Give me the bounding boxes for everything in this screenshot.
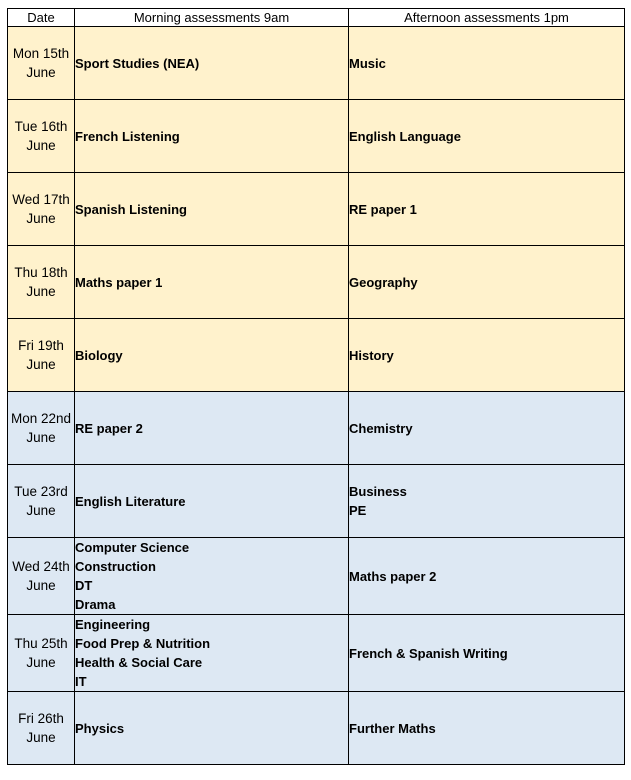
afternoon-cell: [349, 692, 625, 765]
date-cell: [8, 100, 75, 173]
morning-cell: [75, 692, 349, 765]
date-cell: [8, 465, 75, 538]
table-row: [8, 100, 625, 173]
table-row: [8, 27, 625, 100]
subject: Business: [349, 484, 407, 499]
afternoon-cell: [349, 27, 625, 100]
header-morning: Morning assessments 9am: [75, 9, 349, 27]
subject: Geography: [349, 274, 418, 290]
afternoon-cell: [349, 246, 625, 319]
morning-cell: [75, 392, 349, 465]
morning-cell: [75, 100, 349, 173]
month-label: June: [26, 284, 56, 299]
subject: English Literature: [75, 493, 186, 509]
afternoon-cell: [349, 538, 625, 615]
afternoon-cell: [349, 100, 625, 173]
day-label: Tue 23rd: [14, 484, 68, 499]
morning-cell: [75, 615, 349, 692]
date-cell: [8, 615, 75, 692]
subject: DT: [75, 578, 93, 593]
day-label: Fri 19th: [18, 338, 64, 353]
date-cell: [8, 538, 75, 615]
day-label: Thu 25th: [14, 636, 68, 651]
subject: RE paper 1: [349, 201, 417, 217]
subject: Computer Science: [75, 540, 190, 555]
morning-cell: [75, 319, 349, 392]
day-label: Wed 17th: [12, 192, 70, 207]
table-row: [8, 319, 625, 392]
subject: Spanish Listening: [75, 201, 187, 217]
date-cell: [8, 173, 75, 246]
date-cell: [8, 246, 75, 319]
date-cell: [8, 692, 75, 765]
subject: Maths paper 2: [349, 568, 437, 584]
month-label: June: [26, 578, 56, 593]
day-label: Tue 16th: [14, 119, 68, 134]
morning-cell: [75, 173, 349, 246]
day-label: Mon 15th: [12, 46, 70, 61]
date-cell: [8, 392, 75, 465]
subject: Chemistry: [349, 420, 413, 436]
subject: Drama: [75, 597, 116, 612]
subject: Physics: [75, 720, 125, 736]
subject: French Listening: [75, 128, 180, 144]
table-row: [8, 392, 625, 465]
morning-cell: [75, 27, 349, 100]
month-label: June: [26, 655, 56, 670]
morning-cell: [75, 246, 349, 319]
subject: Sport Studies (NEA): [75, 55, 200, 71]
subject: Maths paper 1: [75, 274, 163, 290]
afternoon-cell: [349, 465, 625, 538]
day-label: Mon 22nd: [10, 411, 72, 426]
subject: History: [349, 347, 394, 363]
day-label: Wed 24th: [12, 559, 70, 574]
date-cell: [8, 27, 75, 100]
month-label: June: [26, 503, 56, 518]
subject: Biology: [75, 347, 123, 363]
afternoon-cell: [349, 615, 625, 692]
morning-cell: [75, 465, 349, 538]
table-row: [8, 692, 625, 765]
month-label: June: [26, 138, 56, 153]
subject: Construction: [75, 559, 156, 574]
subject: French & Spanish Writing: [349, 645, 508, 661]
day-label: Fri 26th: [18, 711, 64, 726]
table-row: [8, 465, 625, 538]
morning-cell: [75, 538, 349, 615]
day-label: Thu 18th: [14, 265, 68, 280]
subject: IT: [75, 674, 87, 689]
subject: Music: [349, 55, 386, 71]
table-row: [8, 538, 625, 615]
afternoon-cell: [349, 173, 625, 246]
subject: RE paper 2: [75, 420, 143, 436]
subject: PE: [349, 503, 367, 518]
table-row: [8, 173, 625, 246]
subject: English Language: [349, 128, 461, 144]
month-label: June: [26, 65, 56, 80]
header-afternoon: Afternoon assessments 1pm: [349, 9, 625, 27]
header-date: Date: [8, 9, 75, 27]
month-label: June: [26, 730, 56, 745]
subject: Further Maths: [349, 720, 436, 736]
subject: Engineering: [75, 617, 151, 632]
afternoon-cell: [349, 392, 625, 465]
assessment-timetable: [7, 8, 625, 765]
month-label: June: [26, 211, 56, 226]
month-label: June: [26, 357, 56, 372]
table-row: [8, 246, 625, 319]
header-row: [8, 9, 625, 27]
afternoon-cell: [349, 319, 625, 392]
date-cell: [8, 319, 75, 392]
subject: Health & Social Care: [75, 655, 203, 670]
subject: Food Prep & Nutrition: [75, 636, 211, 651]
month-label: June: [26, 430, 56, 445]
table-row: [8, 615, 625, 692]
